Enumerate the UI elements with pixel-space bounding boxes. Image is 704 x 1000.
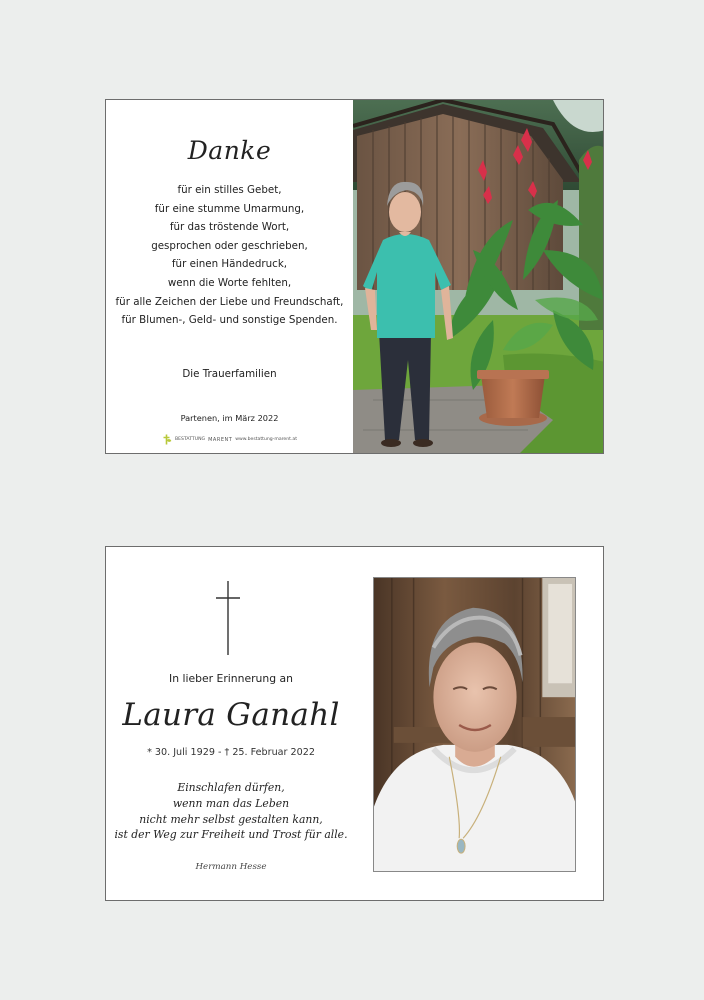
latin-cross-icon xyxy=(215,581,241,655)
funeral-home-brand xyxy=(161,434,297,445)
deceased-name: Laura Ganahl xyxy=(122,697,340,733)
thank-you-verse xyxy=(106,181,353,330)
quote-line: Einschlafen dürfen, xyxy=(177,781,285,794)
verse-line: gesprochen oder geschrieben, xyxy=(151,239,308,252)
quote-author: Hermann Hesse xyxy=(195,862,267,872)
brand-url: www.bestattung-marent.at xyxy=(235,437,298,442)
life-dates: * 30. Juli 1929 - † 25. Februar 2022 xyxy=(147,747,315,758)
quote-line: ist der Weg zur Freiheit und Trost für alle. xyxy=(114,828,348,842)
verse-line: für Blumen-, Geld- und sonstige Spenden. xyxy=(121,314,338,327)
verse-line: für alle Zeichen der Liebe und Freundschaft, xyxy=(115,295,344,308)
thank-you-card xyxy=(105,99,604,454)
photo-woman-in-garden xyxy=(353,100,604,454)
verse-line: wenn die Worte fehlten, xyxy=(167,276,292,289)
thank-you-title: Danke xyxy=(187,136,272,165)
memorial-card xyxy=(105,546,604,901)
cross-with-leaf-icon xyxy=(161,434,172,445)
brand-name: MARENT xyxy=(208,436,233,443)
quote-line: wenn man das Leben xyxy=(172,796,290,810)
thank-you-text-panel xyxy=(106,100,353,453)
memorial-quote xyxy=(106,780,356,843)
signature-families: Die Trauerfamilien xyxy=(182,368,277,380)
verse-line: für das tröstende Wort, xyxy=(169,221,290,234)
memorial-text-panel xyxy=(106,547,356,900)
verse-line: für ein stilles Gebet, xyxy=(177,184,282,196)
verse-line: für einen Händedruck, xyxy=(171,258,288,271)
memorial-intro: In lieber Erinnerung an xyxy=(169,672,293,685)
quote-line: nicht mehr selbst gestalten kann, xyxy=(139,812,323,826)
verse-line: für eine stumme Umarmung, xyxy=(154,202,305,215)
brand-small-label: BESTATTUNG xyxy=(175,437,206,442)
portrait-photo xyxy=(373,577,576,872)
place-and-date: Partenen, im März 2022 xyxy=(180,413,279,423)
